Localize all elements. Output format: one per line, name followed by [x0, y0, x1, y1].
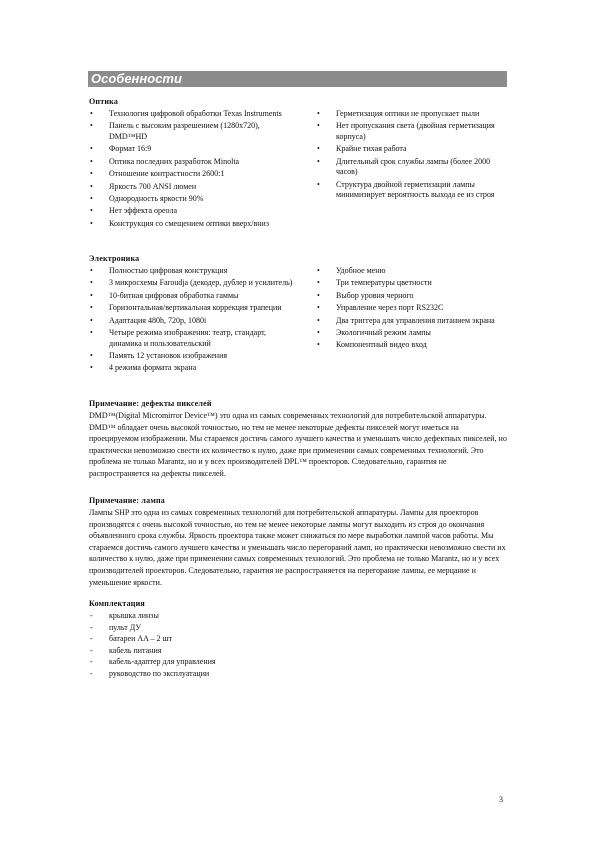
list-item	[89, 610, 389, 622]
bullet-icon: •	[90, 156, 93, 166]
note-lamp-heading: Примечание: лампа	[89, 496, 165, 505]
list-item-text: кабель питания	[109, 645, 162, 655]
bullet-icon: •	[90, 121, 93, 131]
list-item-text: Оптика последних разработок Minolta	[109, 156, 240, 166]
bullet-icon: •	[317, 290, 320, 300]
list-item	[89, 351, 299, 362]
list-item	[89, 194, 284, 205]
bullet-icon: •	[90, 327, 93, 337]
list-item	[89, 316, 299, 327]
bullet-icon: •	[90, 181, 93, 191]
bullet-icon: •	[317, 278, 320, 288]
list-item	[316, 328, 511, 339]
note-pixels-text: DMD™(Digital Micromirror Device™) это одна из самых современных технологий для потребительской аппаратуры. DMD™ обладает очень высокой точностью, но тем не менее некоторые дефекты пикселей могут иметься на проецируемом изображении. Мы стараемся достичь самого лучшего качества и уменьшать число дефектных пикселей, но практически невозможно свести их количество к нулю, даже при применении самых современных технологий. Это проблема не только Marantz, но и у всех производителей DPL™ проекторов. Следовательно, гарантия не распространяется на дефекты пикселей.	[89, 411, 507, 478]
list-item-text: Компонентный видео вход	[336, 340, 427, 350]
bullet-icon: •	[90, 193, 93, 203]
bullet-icon: •	[317, 327, 320, 337]
list-item	[316, 291, 511, 302]
list-item-text: Яркость 700 ANSI люмен	[109, 181, 197, 191]
list-item	[316, 340, 511, 351]
note-pixels-heading: Примечание: дефекты пикселей	[89, 399, 212, 408]
list-item-text: Отношение контрастности 2600:1	[109, 169, 225, 179]
list-item	[316, 316, 511, 327]
bullet-icon: •	[317, 121, 320, 131]
list-item-text: Однородность яркости 90%	[109, 193, 204, 203]
list-item	[89, 328, 299, 349]
list-item-text: Нет пропускания света (двойная герметизация корпуса)	[336, 121, 495, 141]
list-item-text: Адаптация 480h, 720p, 1080i	[109, 315, 207, 325]
bullet-icon: •	[90, 218, 93, 228]
list-item	[89, 645, 389, 657]
list-item-text: Конструкция со смещением оптики вверх/вниз	[109, 218, 269, 228]
bullet-icon: •	[90, 169, 93, 179]
section-title-bar	[88, 71, 507, 87]
bullet-icon: •	[90, 363, 93, 373]
list-item	[316, 266, 511, 277]
list-item	[89, 157, 284, 168]
list-item-text: Горизонтальная/вертикальная коррекция трапеции	[109, 303, 282, 313]
list-item-text: Структура двойной герметизации лампы минимизирует вероятность выхода ее из строя	[336, 179, 495, 200]
list-item	[89, 182, 284, 193]
bullet-icon: •	[90, 303, 93, 313]
list-item-text: 3 микросхемы Faroudja (декодер, дублер и усилитель)	[109, 278, 293, 288]
list-item	[89, 656, 389, 668]
bullet-icon: •	[90, 278, 93, 288]
list-item	[89, 668, 389, 680]
bullet-icon: •	[317, 144, 320, 154]
list-item-text: Четыре режима изображения: театр, стандарт, динамика и пользовательский	[109, 327, 267, 348]
bullet-icon: •	[90, 266, 93, 275]
list-item-text: пульт ДУ	[109, 622, 141, 632]
list-item	[89, 109, 284, 120]
list-item	[89, 144, 284, 155]
list-item-text: Нет эффекта ореола	[109, 206, 177, 216]
dash-icon: -	[90, 657, 93, 667]
bullet-icon: •	[317, 315, 320, 325]
list-item-text: Длительный срок службы лампы (более 2000 часов)	[336, 156, 491, 177]
package-list	[89, 610, 389, 680]
list-item-text: Формат 16:9	[109, 144, 152, 154]
dash-icon: -	[90, 634, 93, 644]
list-item	[89, 219, 284, 230]
list-item-text: Полностью цифровая конструкция	[109, 266, 228, 275]
list-item	[89, 266, 299, 277]
bullet-icon: •	[317, 179, 320, 189]
bullet-icon: •	[90, 206, 93, 216]
page-number: 3	[499, 795, 503, 804]
dash-icon: -	[90, 645, 93, 655]
bullet-icon: •	[317, 340, 320, 350]
bullet-icon: •	[90, 315, 93, 325]
list-item-text: Два триггера для управления питанием экрана	[336, 315, 495, 325]
list-item	[89, 303, 299, 314]
electronics-left-list	[89, 266, 299, 376]
list-item	[89, 206, 284, 217]
list-item-text: Память 12 установок изображения	[109, 350, 228, 360]
list-item-text: Экологичный режим лампы	[336, 327, 431, 337]
list-item	[89, 291, 299, 302]
bullet-icon: •	[317, 266, 320, 275]
list-item-text: 10-битная цифровая обработка гаммы	[109, 290, 239, 300]
list-item-text: 4 режима формата экрана	[109, 363, 197, 373]
list-item	[89, 278, 299, 289]
dash-icon: -	[90, 668, 93, 678]
bullet-icon: •	[90, 144, 93, 154]
list-item	[316, 303, 511, 314]
bullet-icon: •	[90, 109, 93, 118]
dash-icon: -	[90, 622, 93, 632]
list-item	[316, 278, 511, 289]
list-item-text: батареи AA – 2 шт	[109, 634, 173, 644]
list-item-text: Три температуры цветности	[336, 278, 432, 288]
optics-right-list	[316, 109, 511, 203]
list-item-text: Крайне тихая работа	[336, 144, 407, 154]
dash-icon: -	[90, 611, 93, 620]
list-item-text: Выбор уровня черного	[336, 290, 414, 300]
list-item	[89, 633, 389, 645]
list-item	[316, 121, 511, 142]
note-lamp-text: Лампы SHP это одна из самых современных технологий для потребительской аппаратуры. Лампы для проекторов производятся с очень высокой точностью, но тем не менее некоторые лампы могут выходить из строя до окончания объявленного срока службы. Яркость проектора также может снижаться по мере выработки лампой часов работы. Мы стараемся достичь самого лучшего качества и уменьшать число перегораний ламп, но практически невозможно свести их количество к нулю, даже при применении самых современных технологий. Это проблема не только Marantz, но и у всех производителей проекторов. Следовательно, гарантия не распространяется на перегорание лампы, ее мерцание и уменьшение яркости.	[89, 508, 506, 587]
electronics-heading: Электроника	[89, 254, 140, 263]
list-item-text: крышка линзы	[109, 611, 159, 620]
list-item	[316, 180, 511, 201]
list-item	[89, 121, 284, 142]
electronics-right-list	[316, 266, 511, 353]
list-item-text: Удобное меню	[336, 266, 386, 275]
bullet-icon: •	[317, 156, 320, 166]
bullet-icon: •	[90, 290, 93, 300]
list-item-text: Герметизация оптики не пропускает пыли	[336, 109, 480, 118]
list-item-text: Панель с высоким разрешением (1280x720), DMD™HD	[109, 121, 260, 141]
bullet-icon: •	[317, 303, 320, 313]
list-item	[89, 363, 299, 374]
optics-left-list	[89, 109, 284, 231]
bullet-icon: •	[90, 350, 93, 360]
list-item-text: руководство по эксплуатации	[109, 668, 210, 678]
list-item-text: Технология цифровой обработки Texas Instruments	[109, 109, 282, 118]
list-item-text: кабель-адаптер для управления	[109, 657, 216, 667]
bullet-icon: •	[317, 109, 320, 118]
package-heading: Комплектация	[89, 599, 145, 608]
list-item	[316, 109, 511, 120]
list-item-text: Управление через порт RS232C	[336, 303, 444, 313]
list-item	[316, 144, 511, 155]
list-item	[89, 169, 284, 180]
optics-heading: Оптика	[89, 97, 119, 106]
list-item	[316, 157, 511, 178]
list-item	[89, 622, 389, 634]
page-title: Особенности	[91, 71, 182, 86]
